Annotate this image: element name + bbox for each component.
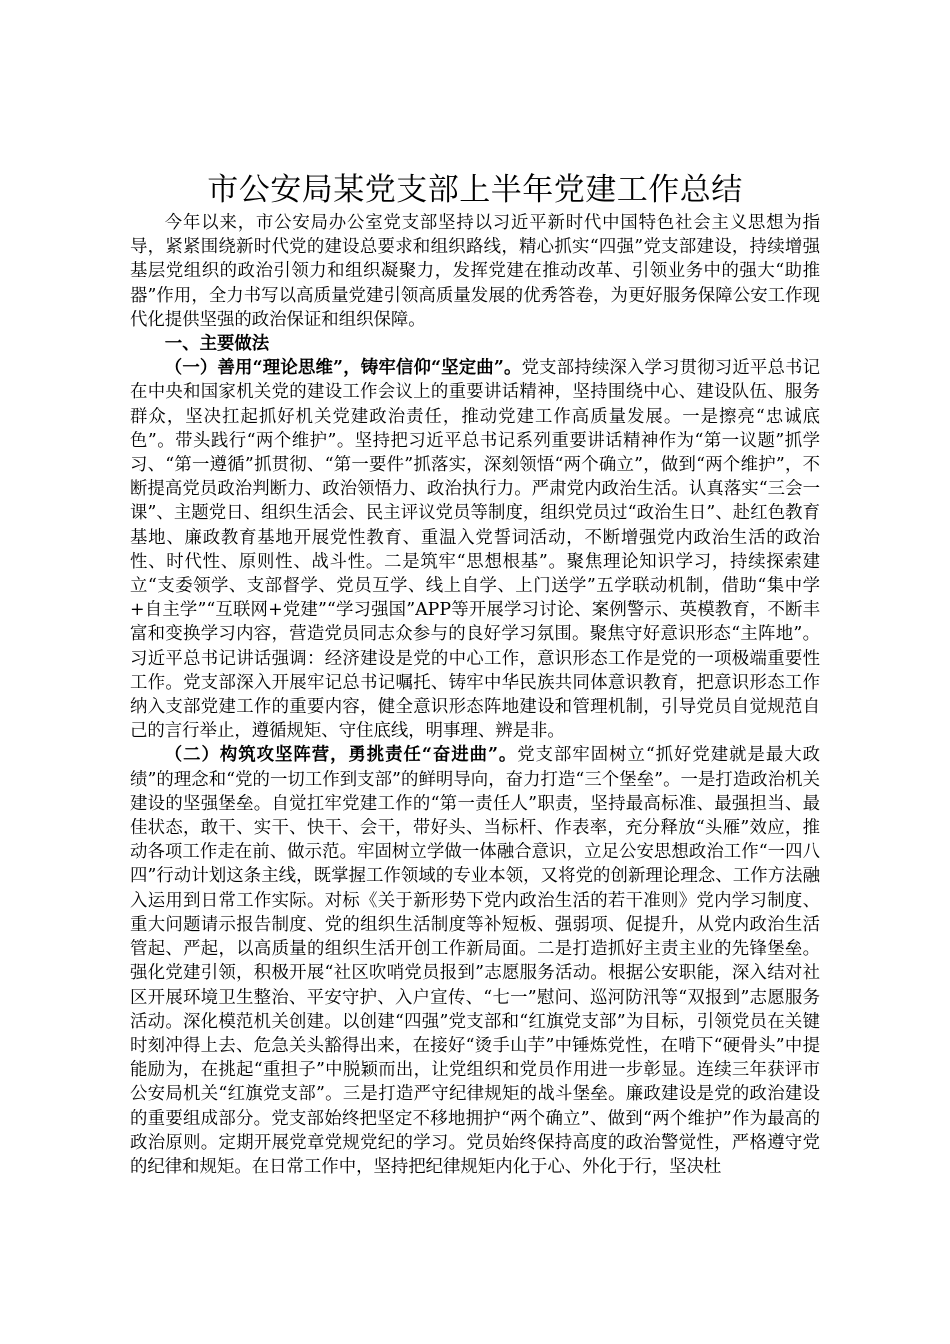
document-body — [130, 211, 820, 1179]
subsection-2-heading: （二）构筑攻坚阵营，勇挑责任“奋进曲”。 — [164, 745, 518, 766]
subsection-1-paragraph — [130, 356, 820, 743]
subsection-1-heading: （一）善用“理论思维”，铸牢信仰“坚定曲”。 — [164, 358, 522, 379]
intro-paragraph: 今年以来，市公安局办公室党支部坚持以习近平新时代中国特色社会主义思想为指导，紧紧围绕新时代党的建设总要求和组织路线，精心抓实“四强”党支部建设，持续增强基层党组织的政治引领力和组织凝聚力，发挥党建在推动改革、引领业务中的强大“助推器”作用，全力书写以高质量党建引领高质量发展的优秀答卷，为更好服务保障公安工作现代化提供坚强的政治保证和组织保障。 — [130, 213, 820, 330]
subsection-2-paragraph — [130, 743, 820, 1179]
subsection-1-text: 党支部持续深入学习贯彻习近平总书记在中央和国家机关党的建设工作会议上的重要讲话精神，坚持围绕中心、建设队伍、服务群众，坚决扛起抓好机关党建政治责任，推动党建工作高质量发展。一是擦亮“忠诚底色”。带头践行“两个维护”。坚持把习近平总书记系列重要讲话精神作为“第一议题”抓学习、“第一遵循”抓贯彻、“第一要件”抓落实，深刻领悟“两个确立”，做到“两个维护”，不断提高党员政治判断力、政治领悟力、政治执行力。严肃党内政治生活。认真落实“三会一课”、主题党日、组织生活会、民主评议党员等制度，组织党员过“政治生日”、赴红色教育基地、廉政教育基地开展党性教育、重温入党誓词活动，不断增强党内政治生活的政治性、时代性、原则性、战斗性。二是筑牢“思想根基”。聚焦理论知识学习，持续探索建立“支委领学、支部督学、党员互学、线上自学、上门送学”五学联动机制，借助“集中学+自主学”“互联网+党建”“学习强国”APP等开展学习讨论、案例警示、英模教育，不断丰富和变换学习内容，营造党员同志众参与的良好学习氛围。聚焦守好意识形态“主阵地”。习近平总书记讲话强调：经济建设是党的中心工作，意识形态工作是党的一项极端重要性工作。党支部深入开展牢记总书记嘱托、铸牢中华民族共同体意识教育，把意识形态工作纳入支部党建工作的重要内容，健全意识形态阵地建设和管理机制，引导党员自觉规范自己的言行举止，遵循规矩、守住底线，明事理、辨是非。 — [130, 358, 820, 742]
section-heading-main-practices: 一、主要做法 — [164, 334, 270, 355]
subsection-2-text: 党支部牢固树立“抓好党建就是最大政绩”的理念和“党的一切工作到支部”的鲜明导向，奋力打造“三个堡垒”。一是打造政治机关建设的坚强堡垒。自觉扛牢党建工作的“第一责任人”职责，坚持最高标准、最强担当、最佳状态，敢干、实干、快干、会干，带好头、当标杆、作表率，充分释放“头雁”效应，推动各项工作走在前、做示范。牢固树立学做一体融合意识，立足公安思想政治工作“一四八四”行动计划这条主线，既掌握工作领域的专业本领，又将党的创新理论理念、工作方法融入运用到日常工作实际。对标《关于新形势下党内政治生活的若干准则》党内学习制度、重大问题请示报告制度、党的组织生活制度等补短板、强弱项、促提升，从党内政治生活管起、严起，以高质量的组织生活开创工作新局面。二是打造抓好主责主业的先锋堡垒。强化党建引领，积极开展“社区吹哨党员报到”志愿服务活动。根据公安职能，深入结对社区开展环境卫生整治、平安守护、入户宣传、“七一”慰问、巡河防汛等“双报到”志愿服务活动。深化模范机关创建。以创建“四强”党支部和“红旗党支部”为目标，引领党员在关键时刻冲得上去、危急关头豁得出来，在接好“烫手山芋”中锤炼党性，在啃下“硬骨头”中提能励为，在挑起“重担子”中脱颖而出，让党组织和党员作用进一步彰显。连续三年获评市公安局机关“红旗党支部”。三是打造严守纪律规矩的战斗堡垒。廉政建设是党的政治建设的重要组成部分。党支部始终把坚定不移地拥护“两个确立”、做到“两个维护”作为最高的政治原则。定期开展党章党规党纪的学习。党员始终保持高度的政治警觉性，严格遵守党的纪律和规矩。在日常工作中，坚持把纪律规矩内化于心、外化于行，坚决杜 — [130, 745, 820, 1177]
document-title: 市公安局某党支部上半年党建工作总结 — [207, 172, 743, 208]
